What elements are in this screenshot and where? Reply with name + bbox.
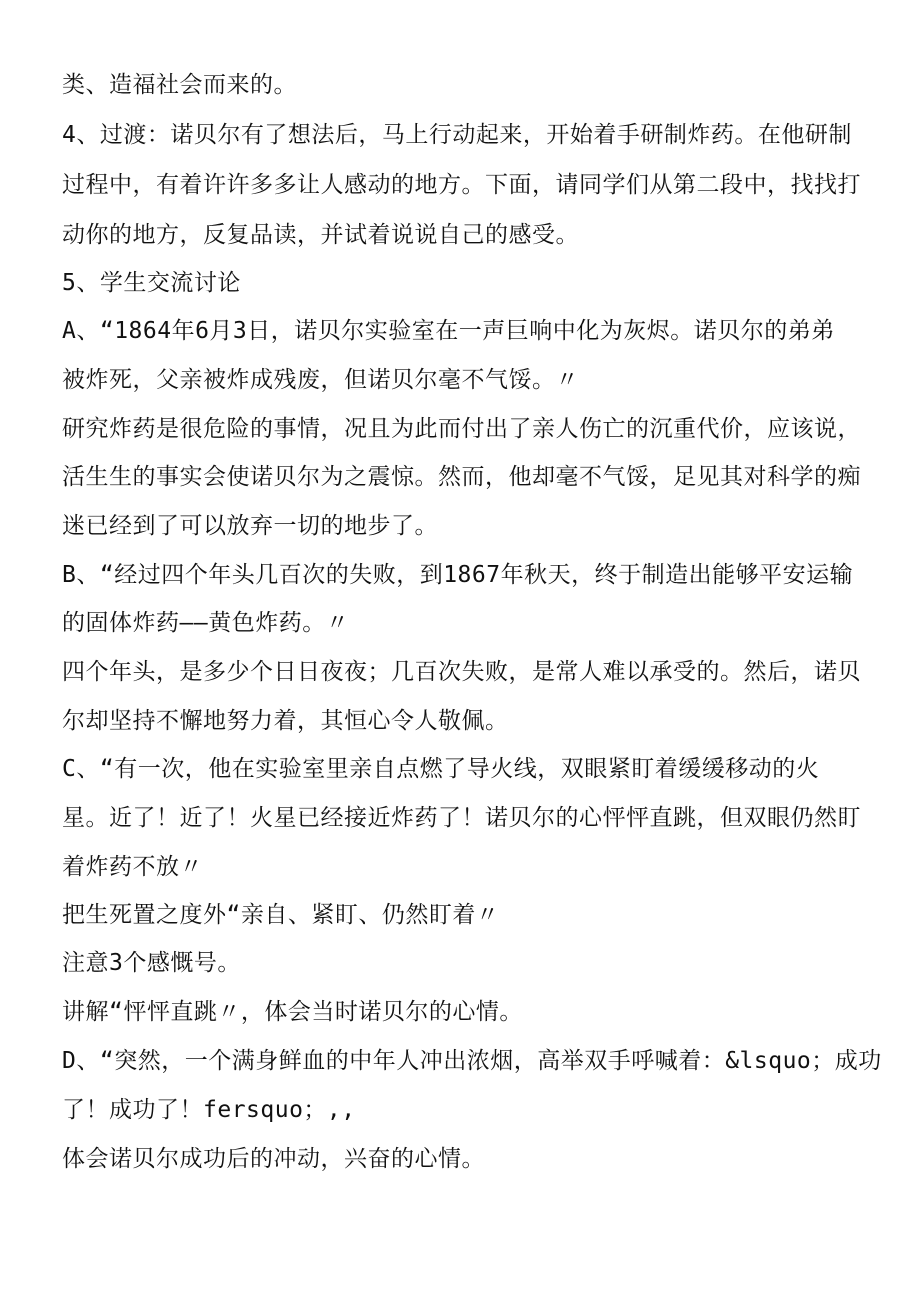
text-line: 四个年头，是多少个日日夜夜；几百次失败，是常人难以承受的。然后，诺贝: [62, 659, 861, 685]
text-line: 体会诺贝尔成功后的冲动，兴奋的心情。: [62, 1146, 485, 1172]
text-line: A、“1864年6月3日，诺贝尔实验室在一声巨响中化为灰烬。诺贝尔的弟弟: [62, 318, 835, 344]
text-line: 注意3个感慨号。: [62, 950, 241, 976]
text-line: 4、过渡：诺贝尔有了想法后，马上行动起来，开始着手研制炸药。在他研制: [62, 122, 852, 148]
text-line: D、“突然，一个满身鲜血的中年人冲出浓烟，高举双手呼喊着：&lsquo；成功: [62, 1048, 882, 1074]
text-line: 5、学生交流讨论: [62, 270, 241, 296]
text-line: 了！成功了！fersquo；,,: [62, 1097, 356, 1123]
text-line: 研究炸药是很危险的事情，况且为此而付出了亲人伤亡的沉重代价，应该说，: [62, 416, 861, 442]
text-line: C、“有一次，他在实验室里亲自点燃了导火线，双眼紧盯着缓缓移动的火: [62, 756, 820, 782]
text-line: 尔却坚持不懈地努力着，其恒心令人敬佩。: [62, 708, 509, 734]
text-line: 活生生的事实会使诺贝尔为之震惊。然而，他却毫不气馁，足见其对科学的痴: [62, 464, 861, 490]
text-line: B、“经过四个年头几百次的失败，到1867年秋天，终于制造出能够平安运输: [62, 562, 854, 588]
text-line: 讲解“怦怦直跳〃，体会当时诺贝尔的心情。: [62, 999, 523, 1025]
text-line: 类、造福社会而来的。: [62, 72, 297, 98]
text-line: 把生死置之度外“亲自、紧盯、仍然盯着〃: [62, 902, 500, 928]
text-line: 迷已经到了可以放弃一切的地步了。: [62, 513, 438, 539]
text-line: 被炸死，父亲被炸成残废，但诺贝尔毫不气馁。〃: [62, 367, 579, 393]
text-line: 过程中，有着许许多多让人感动的地方。下面，请同学们从第二段中，找找打: [62, 172, 861, 198]
text-line: 动你的地方，反复品读，并试着说说自己的感受。: [62, 222, 579, 248]
text-line: 的固体炸药——黄色炸药。〃: [62, 610, 350, 636]
text-line: 星。近了！近了！火星已经接近炸药了！诺贝尔的心怦怦直跳，但双眼仍然盯: [62, 805, 861, 831]
text-line: 着炸药不放〃: [62, 854, 203, 880]
